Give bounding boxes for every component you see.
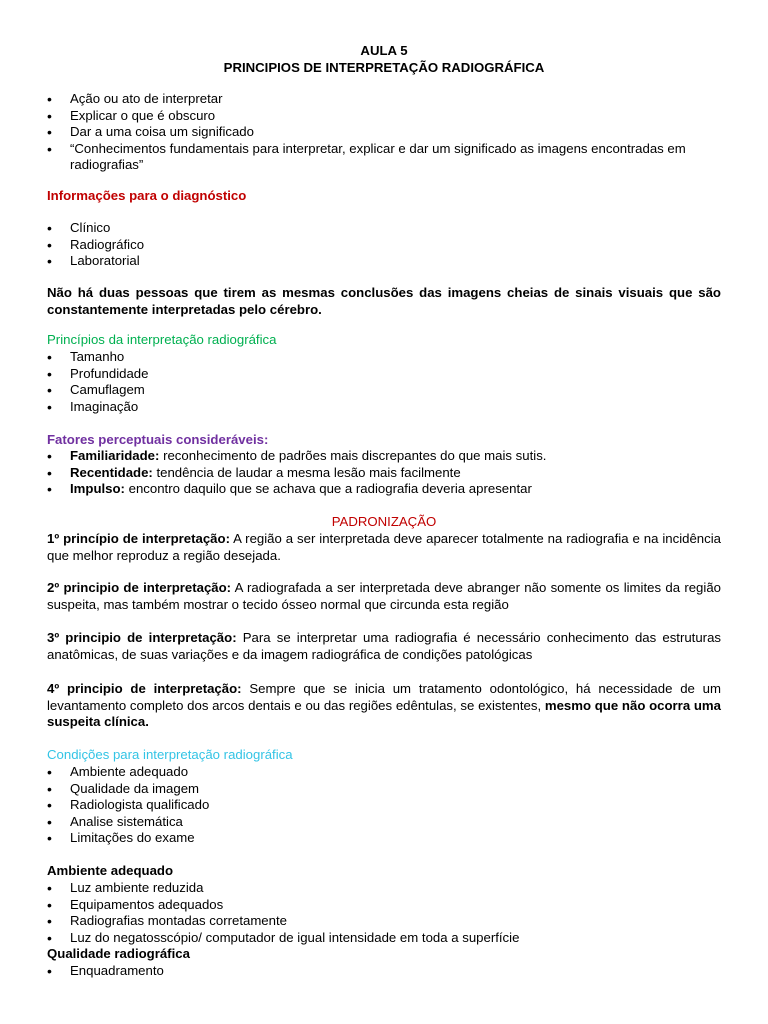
list-item: • Explicar o que é obscuro [47,108,721,125]
list-item: • Equipamentos adequados [47,897,721,914]
principle-text: A região a ser interpretada deve aparecer totalmente na radiografia e na incidência que melhor reproduz a região desejada. [47,531,721,563]
qualidade-heading: Qualidade radiográfica [47,946,190,961]
principle-text: Sempre que se inicia um tratamento odontológico, há necessidade de um levantamento completo dos arcos dentais e ou das regiões edêntulas, se existentes, [47,681,722,713]
list-item: • Profundidade [47,366,721,383]
list-item: • Ação ou ato de interpretar [47,91,721,108]
principle-4 [47,681,721,731]
list-item: • Qualidade da imagem [47,781,721,798]
list-item [47,481,721,498]
intro-list [47,91,721,174]
term: Familiaridade: [70,448,160,463]
list-item: • Dar a uma coisa um significado [47,124,721,141]
padronizacao-heading: PADRONIZAÇÃO [331,514,437,529]
qualidade-list [47,963,721,980]
term: Impulso: [70,481,125,497]
fatores-heading: Fatores perceptuais consideráveis: [47,432,269,447]
diagnostico-list [47,220,721,270]
list-item: • “Conhecimentos fundamentais para interpretar, explicar e dar um significado as imagens encontradas em radiografias” [47,141,721,174]
list-item: • Imaginação [47,399,721,416]
principle-text: A radiografada a ser interpretada deve abranger não somente os limites da região suspeita, mas também mostrar o tecido ósseo normal que circunda esta região [47,580,721,612]
definition: encontro daquilo que se achava que a radiografia deveria apresentar [124,481,532,497]
fatores-list [47,448,721,498]
list-item: • Laboratorial [47,253,721,270]
lesson-number: AULA 5 [360,43,408,58]
ambiente-list [47,880,721,946]
diagnostico-heading: Informações para o diagnóstico [47,188,247,203]
ambiente-heading: Ambiente adequado [47,863,174,878]
principle-term: 1º princípio de interpretação: [47,531,230,546]
list-item: • Ambiente adequado [47,764,721,781]
principle-term: 3º principio de interpretação: [47,630,237,645]
list-item: • Luz ambiente reduzida [47,880,721,897]
statement: Não há duas pessoas que tirem as mesmas conclusões das imagens cheias de sinais visuais que são constantemente interpretadas pelo cérebro. [47,285,721,317]
definition: reconhecimento de padrões mais discrepantes do que mais sutis. [159,448,547,463]
principle-1 [47,531,721,564]
list-item: • Analise sistemática [47,814,721,831]
list-item: • Limitações do exame [47,830,721,847]
principle-text: Para se interpretar uma radiografia é necessário conhecimento das estruturas anatômicas, de suas variações e da imagem radiográfica de condições patológicas [47,630,721,662]
principle-term: 2º principio de interpretação: [47,580,232,595]
list-item: • Tamanho [47,349,721,366]
principle-3 [47,630,721,663]
principios-list [47,349,721,415]
list-item: • Radiográfico [47,237,721,254]
principios-heading: Princípios da interpretação radiográfica [47,332,277,347]
condicoes-list [47,764,721,847]
list-item: • Enquadramento [47,963,721,980]
list-item: • Luz do negatosscópio/ computador de igual intensidade em toda a superfície [47,930,721,947]
list-item: • Clínico [47,220,721,237]
definition: tendência de laudar a mesma lesão mais facilmente [152,464,461,480]
page-title: PRINCIPIOS DE INTERPRETAÇÃO RADIOGRÁFICA [223,60,545,75]
principle-emphasis: mesmo que não ocorra uma suspeita clínica. [47,697,721,730]
list-item [47,465,721,482]
principle-term: 4º principio de interpretação: [47,681,242,696]
term: Recentidade: [70,464,153,480]
list-item: • Radiologista qualificado [47,797,721,814]
principle-2 [47,580,721,613]
list-item [47,448,721,465]
condicoes-heading: Condições para interpretação radiográfica [47,747,293,762]
list-item: • Camuflagem [47,382,721,399]
list-item: • Radiografias montadas corretamente [47,913,721,930]
